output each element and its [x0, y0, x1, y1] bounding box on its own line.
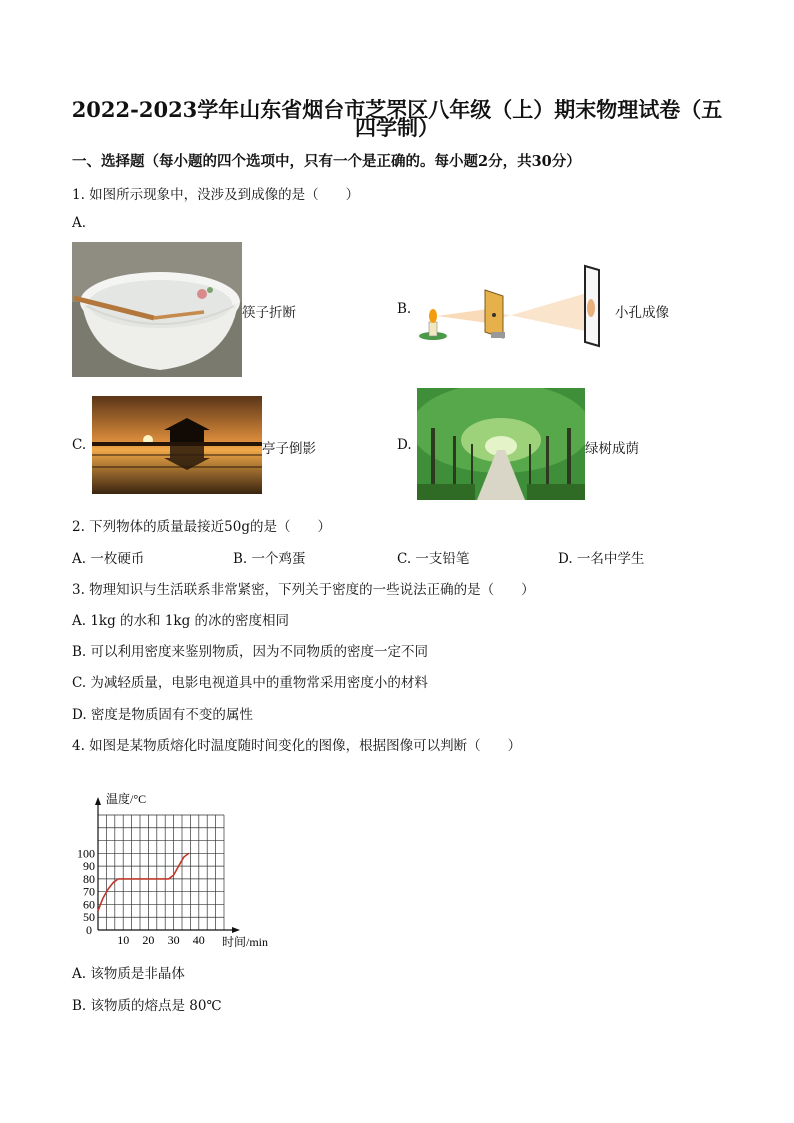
bowl-chopstick-image	[72, 242, 242, 377]
question-4-stem: 4. 如图是某物质熔化时温度随时间变化的图像，根据图像可以判断（ ）	[72, 738, 522, 754]
q1-option-a-caption: 筷子折断	[242, 305, 296, 321]
tree-shade-image	[417, 388, 585, 500]
q2-option-c: C. 一支铅笔	[397, 551, 470, 567]
q4-option-a: A. 该物质是非晶体	[72, 966, 185, 982]
chart-axes	[95, 797, 240, 933]
x-tick-label: 10	[117, 933, 130, 947]
question-3-stem: 3. 物理知识与生活联系非常紧密，下列关于密度的一些说法正确的是（ ）	[72, 582, 535, 598]
temperature-line	[98, 853, 189, 911]
melting-curve-chart	[72, 785, 302, 955]
q1-option-a-letter: A.	[72, 215, 87, 231]
q1-option-d-letter: D.	[397, 437, 412, 453]
pinhole-imaging-image	[415, 262, 615, 348]
y-axis-arrow	[95, 797, 101, 805]
x-tick-label: 30	[167, 933, 180, 947]
chart-line	[98, 853, 189, 911]
q2-option-b: B. 一个鸡蛋	[233, 551, 306, 567]
y-tick-label: 50	[83, 910, 95, 925]
q3-option-a: A. 1kg 的水和 1kg 的冰的密度相同	[72, 613, 290, 629]
chart-grid	[98, 815, 224, 930]
q3-option-d: D. 密度是物质固有不变的属性	[72, 707, 253, 723]
q1-option-b-caption: 小孔成像	[615, 305, 669, 321]
question-2-stem: 2. 下列物体的质量最接近50g的是（ ）	[72, 519, 331, 535]
q1-option-c-letter: C.	[72, 437, 87, 453]
y-tick-label: 100	[77, 846, 95, 861]
origin-label: 0	[86, 923, 92, 937]
q2-option-a: A. 一枚硬币	[72, 551, 145, 567]
q1-option-b-letter: B.	[397, 301, 412, 317]
y-axis-label: 温度/°C	[106, 792, 147, 806]
q3-option-c: C. 为减轻质量，电影电视道具中的重物常采用密度小的材料	[72, 675, 428, 691]
section-heading: 一、选择题（每小题的四个选项中，只有一个是正确的。每小题2分，共30分）	[72, 153, 581, 170]
x-tick-label: 20	[142, 933, 155, 947]
x-tick-label: 40	[192, 933, 205, 947]
y-tick-label: 80	[83, 871, 95, 886]
y-tick-label: 60	[83, 897, 95, 912]
page-title-line1: 2022-2023学年山东省烟台市芝罘区八年级（上）期末物理试卷（五	[71, 97, 723, 122]
y-tick-label: 70	[83, 884, 95, 899]
pavilion-reflection-image	[92, 396, 262, 494]
x-axis-label: 时间/min	[222, 935, 269, 949]
y-tick-label: 90	[83, 859, 95, 874]
q3-option-b: B. 可以利用密度来鉴别物质，因为不同物质的密度一定不同	[72, 644, 429, 660]
x-axis-arrow	[232, 927, 240, 933]
page-title-line2: 四学制）	[355, 115, 439, 140]
q4-option-b: B. 该物质的熔点是 80℃	[72, 998, 222, 1014]
question-1-stem: 1. 如图所示现象中，没涉及到成像的是（ ）	[72, 187, 360, 203]
q1-option-c-caption: 亭子倒影	[262, 441, 316, 457]
q2-option-d: D. 一名中学生	[558, 551, 645, 567]
q1-option-d-caption: 绿树成荫	[585, 441, 639, 457]
